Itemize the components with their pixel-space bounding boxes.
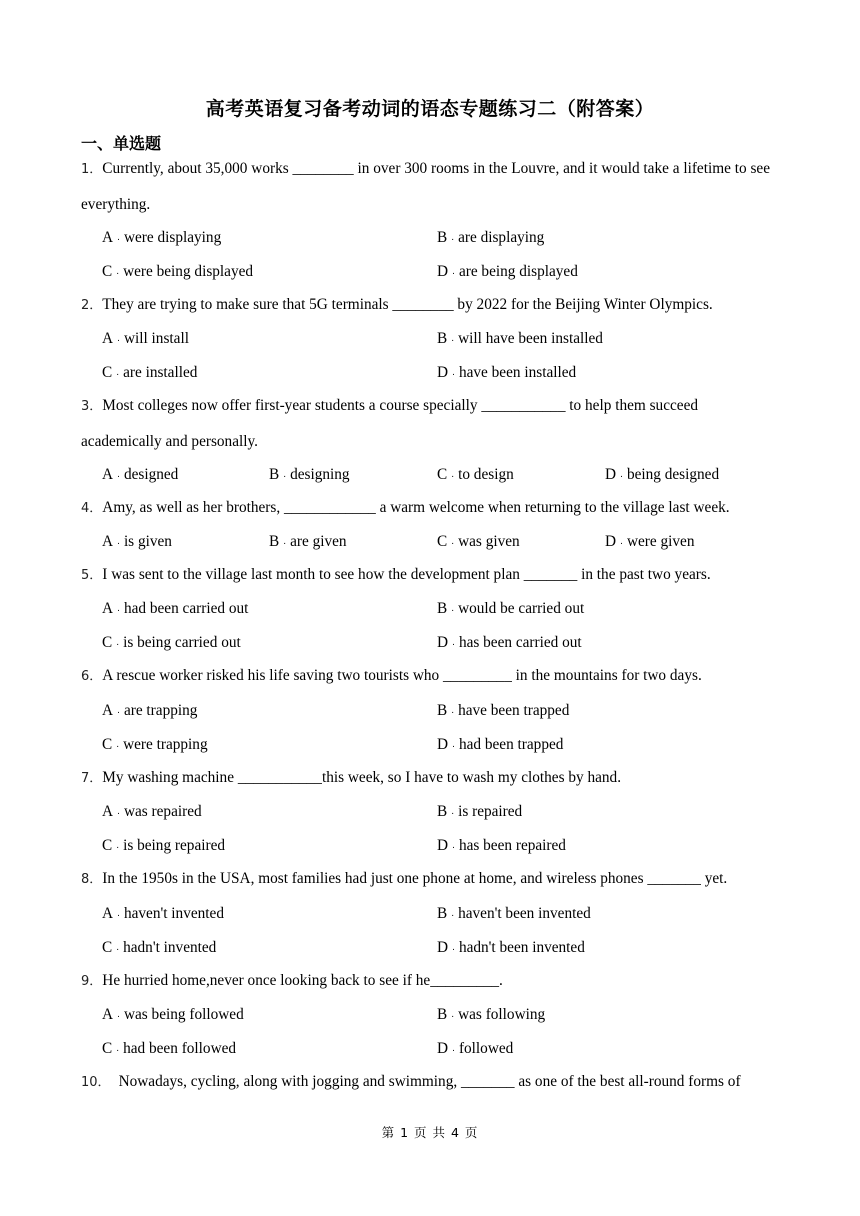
option-c[interactable]: C . are installed: [102, 364, 198, 381]
option-c[interactable]: C . is being repaired: [102, 837, 226, 854]
option-letter: B: [437, 1006, 448, 1023]
option-text: is repaired: [458, 803, 523, 820]
question-5: [81, 557, 781, 593]
option-d[interactable]: D . has been repaired: [437, 837, 566, 854]
option-letter: A: [102, 702, 114, 719]
option-letter: A: [102, 330, 114, 347]
question-number-dot: ．: [89, 669, 103, 684]
option-text: hadn't been invented: [458, 939, 585, 956]
option-text: is being carried out: [123, 634, 241, 651]
question-9: [81, 963, 781, 999]
question-text: Most colleges now offer first-year students a course specially ___________ to help them succeed academically and personally.: [81, 397, 699, 450]
option-text: were displaying: [123, 229, 222, 246]
question-text: I was sent to the village last month to see how the development plan _______ in the past two years.: [102, 566, 711, 583]
option-a[interactable]: A . had been carried out: [102, 600, 249, 617]
option-letter: A: [102, 533, 114, 550]
option-letter: A: [102, 1006, 114, 1023]
option-text: will install: [123, 330, 189, 347]
question-text: A rescue worker risked his life saving two tourists who _________ in the mountains for two days.: [102, 667, 702, 684]
option-text: were being displayed: [123, 263, 254, 280]
page-footer: 第 1 页 共 4 页: [381, 1125, 479, 1140]
question-number: 8: [81, 872, 90, 887]
question-10: [81, 1064, 801, 1100]
option-text: designing: [290, 466, 350, 483]
option-letter: C: [102, 364, 113, 381]
option-b[interactable]: B . are displaying: [437, 229, 545, 246]
option-text: would be carried out: [458, 600, 585, 617]
question-number-dot: ．: [89, 298, 103, 313]
section-heading: 一、单选题: [81, 134, 162, 153]
option-b[interactable]: B . haven't been invented: [437, 905, 591, 922]
option-text: was repaired: [123, 803, 202, 820]
option-a[interactable]: A . designed: [102, 466, 179, 483]
option-text: had been followed: [123, 1040, 237, 1057]
question-number-dot: ．: [89, 771, 103, 786]
option-b[interactable]: B . was following: [437, 1006, 546, 1023]
option-c[interactable]: C . were trapping: [102, 736, 208, 753]
option-b[interactable]: B . are given: [269, 533, 347, 550]
question-3: [81, 388, 781, 459]
option-text: hadn't invented: [123, 939, 217, 956]
option-c[interactable]: C . was given: [437, 533, 520, 550]
option-a[interactable]: A . were displaying: [102, 229, 222, 246]
option-letter: D: [437, 1040, 449, 1057]
option-letter: C: [102, 263, 113, 280]
option-d[interactable]: D . hadn't been invented: [437, 939, 585, 956]
question-number-dot: ．: [89, 399, 103, 414]
option-text: had been trapped: [458, 736, 564, 753]
option-letter: D: [605, 466, 617, 483]
option-letter: B: [437, 330, 448, 347]
question-4: [81, 490, 781, 526]
option-text: will have been installed: [458, 330, 603, 347]
option-letter: C: [102, 837, 113, 854]
option-text: are displaying: [458, 229, 545, 246]
option-letter: D: [437, 263, 449, 280]
question-2: [81, 287, 781, 323]
question-number-dot: ．: [89, 568, 103, 583]
page-title: 高考英语复习备考动词的语态专题练习二（附答案）: [205, 98, 655, 120]
question-7: [81, 760, 781, 796]
option-text: are being displayed: [458, 263, 578, 280]
option-b[interactable]: B . would be carried out: [437, 600, 585, 617]
option-letter: D: [437, 634, 449, 651]
question-text: Nowadays, cycling, along with jogging and swimming, _______ as one of the best all-round forms of: [118, 1073, 741, 1090]
option-letter: C: [102, 634, 113, 651]
option-letter: B: [269, 533, 280, 550]
option-text: have been installed: [458, 364, 577, 381]
option-c[interactable]: C . hadn't invented: [102, 939, 217, 956]
option-text: had been carried out: [123, 600, 249, 617]
question-1: [81, 151, 781, 222]
option-c[interactable]: C . to design: [437, 466, 514, 483]
option-letter: A: [102, 803, 114, 820]
option-letter: D: [437, 939, 449, 956]
option-letter: A: [102, 905, 114, 922]
option-letter: D: [437, 736, 449, 753]
question-number-dot: ．: [89, 974, 103, 989]
question-number-dot: ．: [89, 872, 103, 887]
option-letter: D: [437, 364, 449, 381]
question-number: 4: [81, 501, 90, 516]
option-letter: D: [437, 837, 449, 854]
question-number-dot: ．: [97, 1075, 111, 1090]
option-text: to design: [458, 466, 514, 483]
question-number-dot: ．: [89, 162, 103, 177]
option-text: have been trapped: [458, 702, 570, 719]
option-letter: C: [102, 1040, 113, 1057]
question-text: Currently, about 35,000 works ________ in over 300 rooms in the Louvre, and it would take a lifetime to see everything.: [81, 160, 770, 213]
question-number: 10: [81, 1075, 98, 1090]
question-text: In the 1950s in the USA, most families had just one phone at home, and wireless phones _______ yet.: [102, 870, 728, 887]
option-letter: C: [102, 939, 113, 956]
question-8: [81, 861, 781, 897]
option-c[interactable]: C . had been followed: [102, 1040, 237, 1057]
option-a[interactable]: A . was being followed: [102, 1006, 244, 1023]
option-b[interactable]: B . have been trapped: [437, 702, 570, 719]
option-text: was being followed: [123, 1006, 244, 1023]
question-text: My washing machine ___________this week, so I have to wash my clothes by hand.: [102, 769, 622, 786]
question-text: They are trying to make sure that 5G terminals ________ by 2022 for the Beijing Winter Olympics.: [102, 296, 713, 313]
option-d[interactable]: D . had been trapped: [437, 736, 564, 753]
option-text: was following: [458, 1006, 546, 1023]
option-letter: C: [437, 533, 448, 550]
option-a[interactable]: A . was repaired: [102, 803, 202, 820]
option-a[interactable]: A . will install: [102, 330, 189, 347]
question-text: He hurried home,never once looking back to see if he_________.: [102, 972, 503, 989]
question-6: [81, 658, 781, 694]
option-text: is being repaired: [123, 837, 226, 854]
option-letter: B: [437, 600, 448, 617]
question-number-dot: ．: [89, 501, 103, 516]
question-number: 7: [81, 771, 90, 786]
option-d[interactable]: D . are being displayed: [437, 263, 578, 280]
option-letter: B: [437, 905, 448, 922]
option-text: were trapping: [123, 736, 208, 753]
option-letter: B: [437, 229, 448, 246]
option-text: are installed: [123, 364, 198, 381]
option-letter: D: [605, 533, 617, 550]
option-text: has been carried out: [458, 634, 582, 651]
option-text: haven't invented: [123, 905, 224, 922]
option-letter: B: [269, 466, 280, 483]
option-d[interactable]: D . has been carried out: [437, 634, 582, 651]
option-letter: C: [437, 466, 448, 483]
option-b[interactable]: B . is repaired: [437, 803, 523, 820]
option-b[interactable]: B . designing: [269, 466, 350, 483]
option-letter: A: [102, 600, 114, 617]
option-letter: C: [102, 736, 113, 753]
option-text: is given: [123, 533, 172, 550]
option-a[interactable]: A . is given: [102, 533, 172, 550]
question-number: 6: [81, 669, 90, 684]
option-c[interactable]: C . is being carried out: [102, 634, 241, 651]
option-text: are given: [290, 533, 347, 550]
question-number: 1: [81, 162, 90, 177]
option-d[interactable]: D . followed: [437, 1040, 514, 1057]
option-letter: A: [102, 466, 114, 483]
option-d[interactable]: D . were given: [605, 533, 695, 550]
option-d[interactable]: D . being designed: [605, 466, 720, 483]
option-text: were given: [626, 533, 695, 550]
option-text: are trapping: [123, 702, 198, 719]
option-c[interactable]: C . were being displayed: [102, 263, 254, 280]
option-text: designed: [123, 466, 179, 483]
option-text: has been repaired: [458, 837, 566, 854]
option-a[interactable]: A . haven't invented: [102, 905, 224, 922]
option-text: being designed: [626, 466, 720, 483]
option-d[interactable]: D . have been installed: [437, 364, 577, 381]
option-letter: B: [437, 803, 448, 820]
option-letter: B: [437, 702, 448, 719]
option-text: followed: [458, 1040, 514, 1057]
question-text: Amy, as well as her brothers, ____________ a warm welcome when returning to the village last week.: [102, 499, 730, 516]
option-letter: A: [102, 229, 114, 246]
question-number: 3: [81, 399, 90, 414]
option-b[interactable]: B . will have been installed: [437, 330, 603, 347]
option-text: haven't been invented: [458, 905, 591, 922]
question-number: 2: [81, 298, 90, 313]
question-number: 9: [81, 974, 90, 989]
option-text: was given: [458, 533, 520, 550]
question-number: 5: [81, 568, 90, 583]
option-a[interactable]: A . are trapping: [102, 702, 198, 719]
